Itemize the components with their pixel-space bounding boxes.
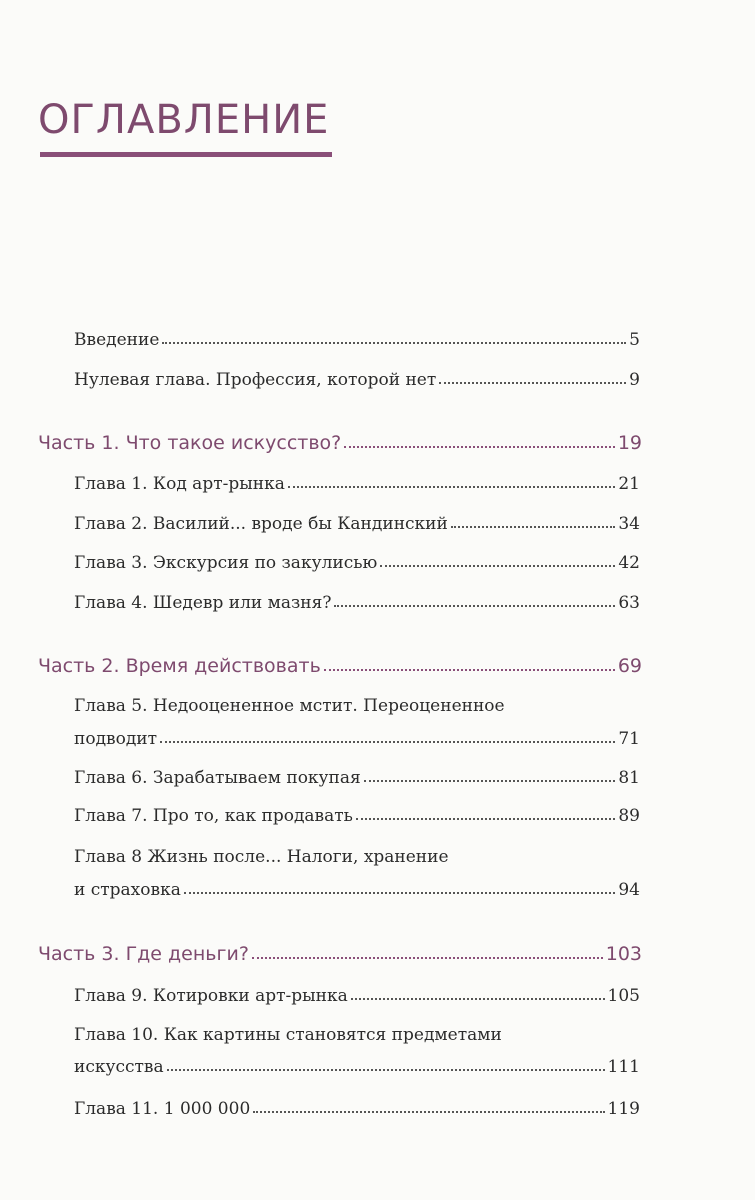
entry-title-line2: и страховка <box>74 880 181 900</box>
dot-leader <box>160 741 615 743</box>
entry-title: Глава 11. 1 000 000 <box>74 1099 251 1119</box>
toc-part-3[interactable] <box>38 943 642 965</box>
entry-page: 81 <box>618 768 640 788</box>
dot-leader <box>184 892 616 894</box>
toc-entry-ch5[interactable] <box>74 729 640 749</box>
entry-title-line2: подводит <box>74 729 158 749</box>
entry-title: Введение <box>74 330 160 350</box>
entry-page: 5 <box>629 330 640 350</box>
entry-title-line1[interactable]: Глава 8 Жизнь после... Налоги, хранение <box>74 847 449 867</box>
entry-title: Глава 6. Зарабатываем покупая <box>74 768 361 788</box>
dot-leader <box>162 342 626 344</box>
entry-page: 105 <box>607 986 640 1006</box>
entry-page: 9 <box>629 370 640 390</box>
part-page: 19 <box>617 432 642 454</box>
part-title: Часть 1. Что такое искусство? <box>38 432 342 454</box>
entry-title-line1[interactable]: Глава 5. Недооцененное мстит. Переоцененное <box>74 696 505 716</box>
entry-title-line2: искусства <box>74 1057 164 1077</box>
dot-leader <box>253 1111 604 1113</box>
toc-entry-ch2[interactable] <box>74 514 640 534</box>
dot-leader <box>364 780 616 782</box>
entry-page: 111 <box>607 1057 640 1077</box>
dot-leader <box>288 486 616 488</box>
entry-title: Нулевая глава. Профессия, которой нет <box>74 370 437 390</box>
entry-page: 21 <box>618 474 640 494</box>
entry-page: 34 <box>618 514 640 534</box>
toc-entry-ch3[interactable] <box>74 553 640 573</box>
dot-leader <box>252 957 603 959</box>
toc-part-2[interactable] <box>38 655 642 677</box>
dot-leader <box>380 565 615 567</box>
part-page: 103 <box>605 943 642 965</box>
entry-title-line1[interactable]: Глава 10. Как картины становятся предметами <box>74 1025 502 1045</box>
part-title: Часть 3. Где деньги? <box>38 943 249 965</box>
entry-page: 89 <box>618 806 640 826</box>
toc-entry-ch7[interactable] <box>74 806 640 826</box>
toc-part-1[interactable] <box>38 432 642 454</box>
dot-leader <box>167 1069 605 1071</box>
dot-leader <box>351 998 605 1000</box>
entry-page: 94 <box>618 880 640 900</box>
dot-leader <box>344 446 615 448</box>
dot-leader <box>334 605 615 607</box>
toc-entry-ch10[interactable] <box>74 1057 640 1077</box>
entry-page: 42 <box>618 553 640 573</box>
entry-title: Глава 2. Василий... вроде бы Кандинский <box>74 514 448 534</box>
entry-page: 119 <box>607 1099 640 1119</box>
dot-leader <box>439 382 626 384</box>
dot-leader <box>356 818 615 820</box>
toc-entry-zero[interactable] <box>74 370 640 390</box>
part-page: 69 <box>617 655 642 677</box>
entry-page: 63 <box>618 593 640 613</box>
dot-leader <box>324 669 615 671</box>
entry-page: 71 <box>618 729 640 749</box>
entry-title: Глава 9. Котировки арт-рынка <box>74 986 348 1006</box>
entry-title: Глава 7. Про то, как продавать <box>74 806 353 826</box>
toc-entry-ch11[interactable] <box>74 1099 640 1119</box>
toc-entry-ch6[interactable] <box>74 768 640 788</box>
toc-entry-ch8[interactable] <box>74 880 640 900</box>
entry-title: Глава 3. Экскурсия по закулисью <box>74 553 378 573</box>
entry-title: Глава 4. Шедевр или мазня? <box>74 593 332 613</box>
part-title: Часть 2. Время действовать <box>38 655 321 677</box>
toc-entry-ch9[interactable] <box>74 986 640 1006</box>
toc-entry-ch1[interactable] <box>74 474 640 494</box>
toc-entry-ch4[interactable] <box>74 593 640 613</box>
entry-title: Глава 1. Код арт-рынка <box>74 474 285 494</box>
toc-entry-intro[interactable] <box>74 330 640 350</box>
dot-leader <box>451 526 616 528</box>
toc-heading: ОГЛАВЛЕНИЕ <box>38 97 330 143</box>
